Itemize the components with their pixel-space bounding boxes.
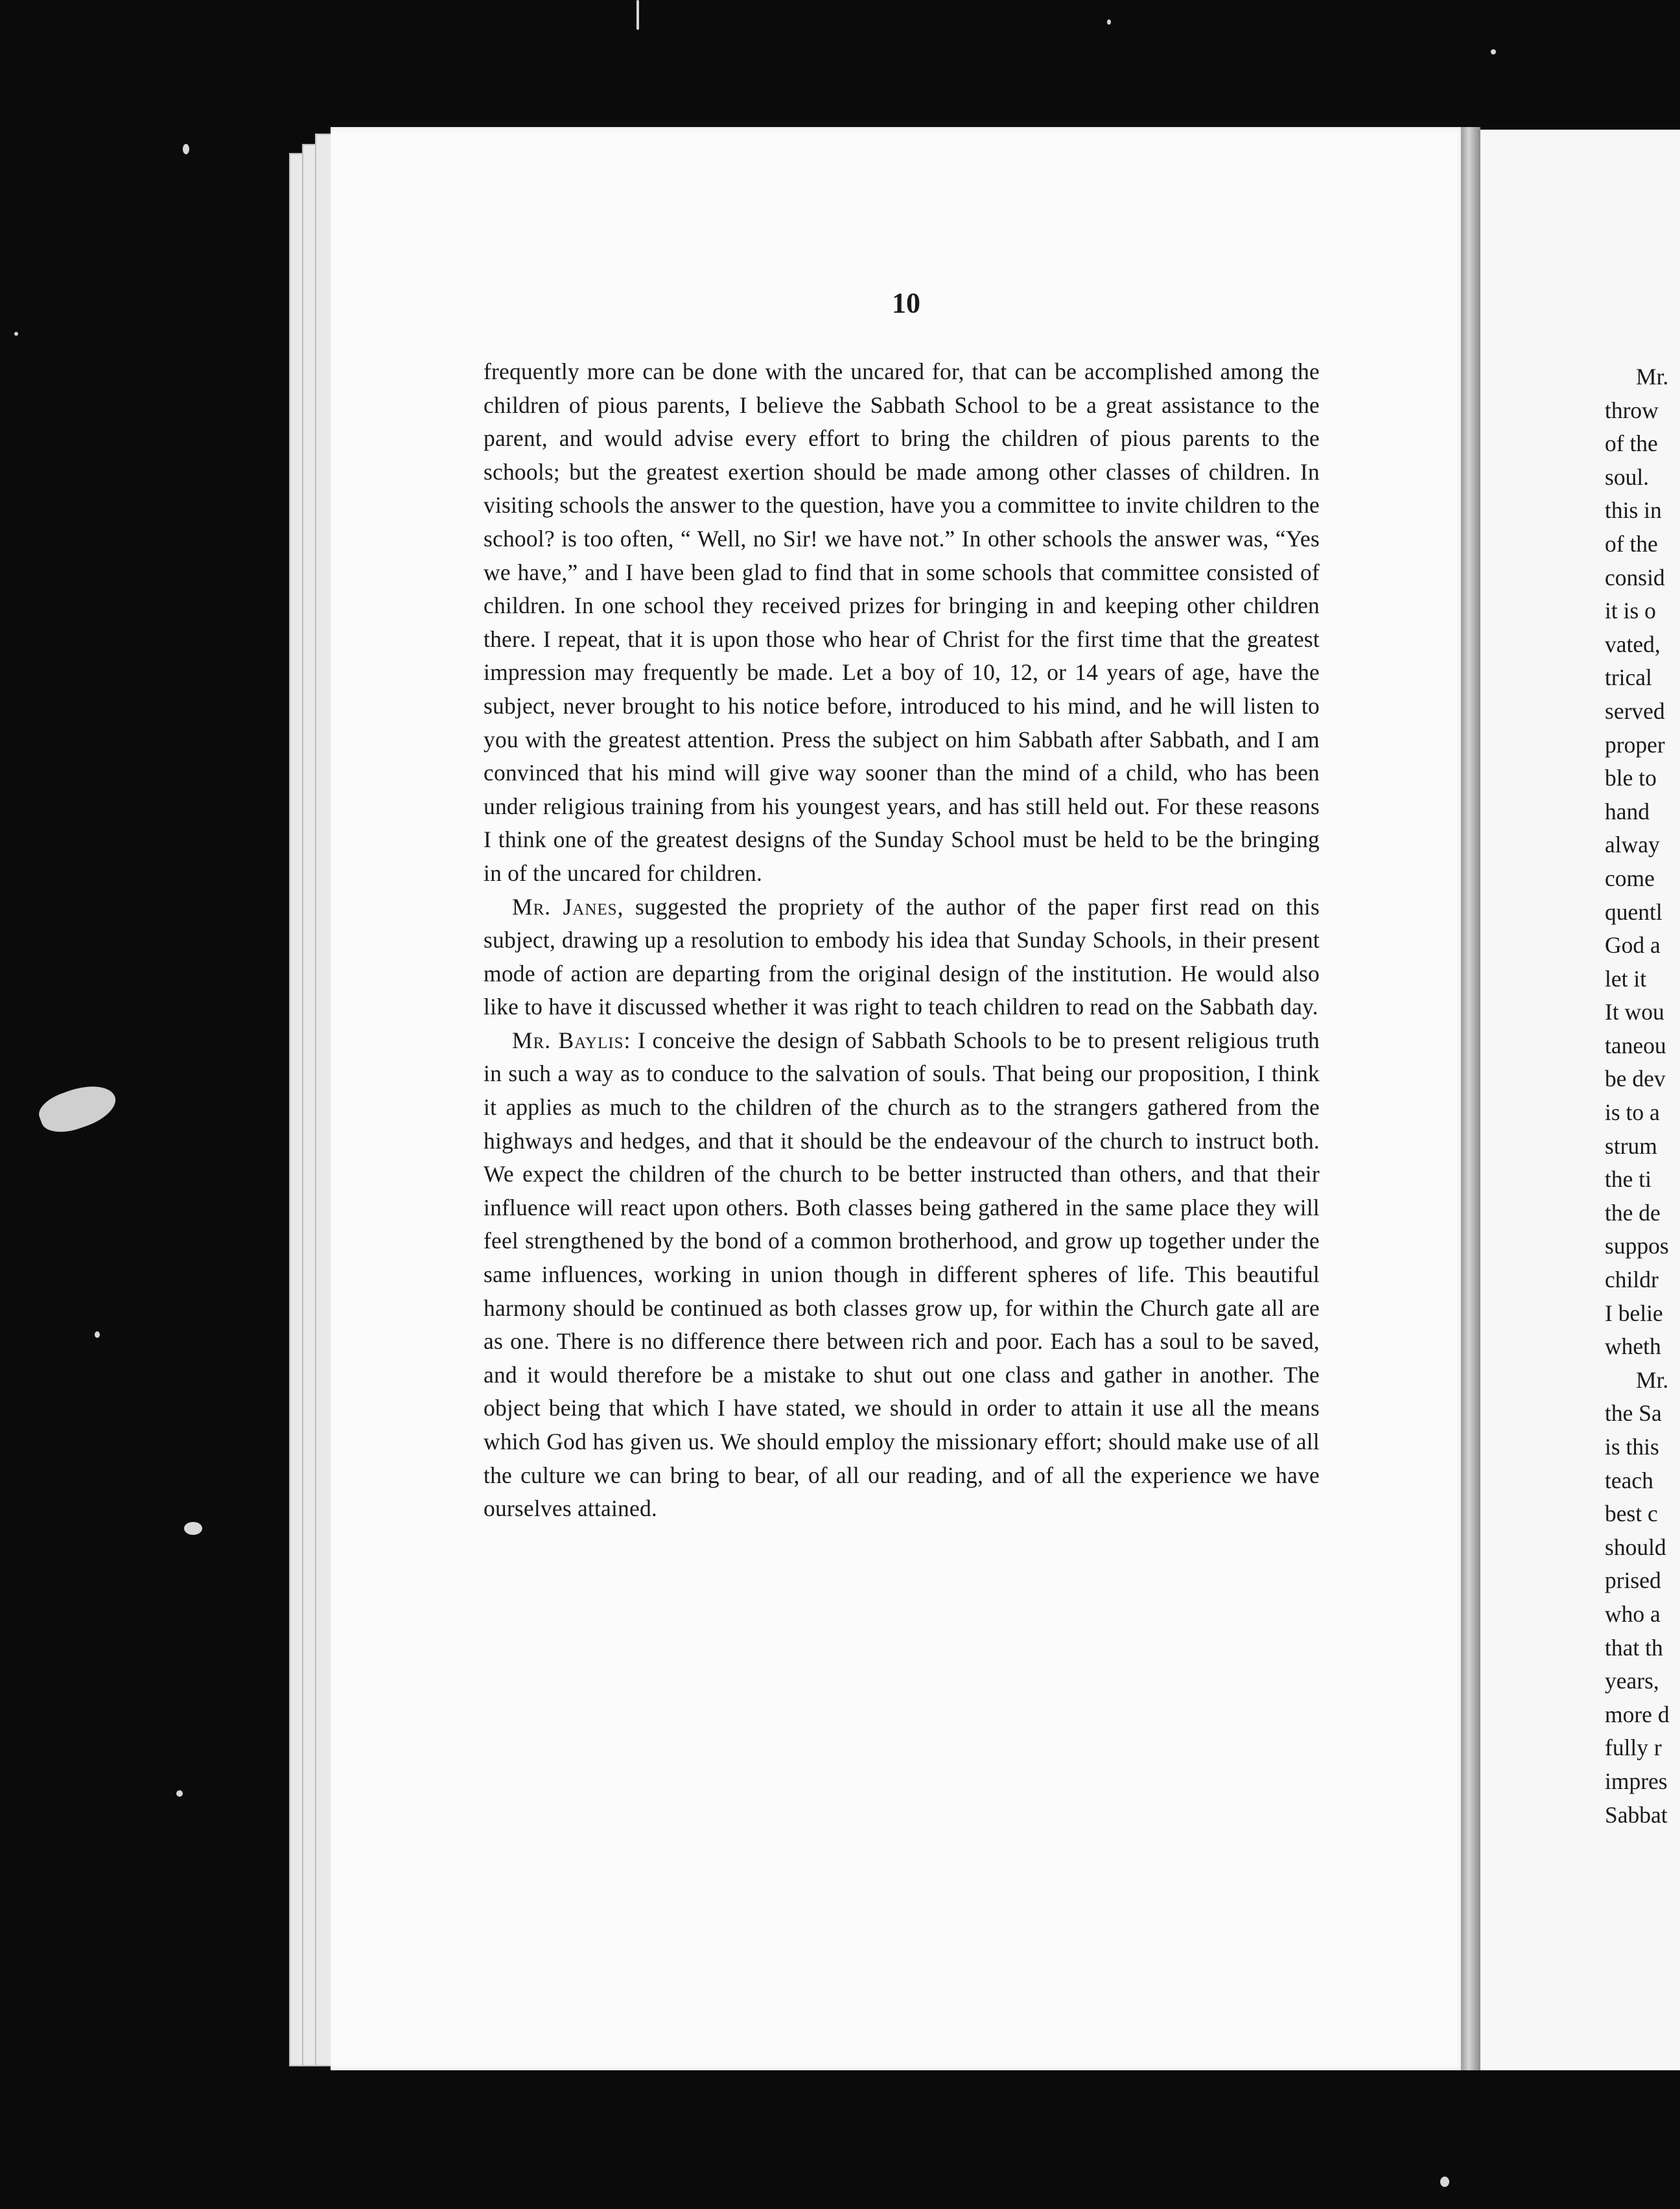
- facing-page-line: throw: [1605, 397, 1659, 423]
- facing-page-line: who a: [1605, 1600, 1661, 1627]
- facing-page-line: served: [1605, 697, 1665, 724]
- facing-page-line: it is o: [1605, 598, 1656, 624]
- paragraph-baylis: [484, 1024, 1320, 1526]
- paragraph-text: frequently more can be done with the uncared for, that can be accomplished among the children of pious parents, I believe the Sabbath School to be a great assistance to the parent, and would advise every effort to bring the children of pious parents to the schools; but the greatest exertion should be made among other classes of children. In visiting schools the answer to the question, have you a committee to invite children to the school? is too often, “ Well, no Sir! we have not.” In other schools the answer was, “Yes we have,” and I have been glad to find that in some schools that committee consisted of children. In one school they received prizes for bringing in and keeping other children there. I repeat, that it is upon those who hear of Christ for the first time that the greatest impression may frequently be made. Let a boy of 10, 12, or 14 years of age, have the subject, never brought to his notice before, introduced to his mind, and he will listen to you with the greatest attention. Press the subject on him Sabbath after Sabbath, and I am convinced that his mind will give way sooner than the mind of a child, who has been under religious training from his youngest years, and has still held out. For these reasons I think one of the greatest designs of the Sunday School must be held to be the bringing in of the uncared for children.: [484, 358, 1320, 886]
- facing-page-line: hand: [1605, 798, 1650, 824]
- facing-page-line: God a: [1605, 932, 1661, 959]
- facing-page-line: Sabbat: [1605, 1801, 1668, 1828]
- facing-page-line: let it: [1605, 965, 1647, 992]
- facing-page-line: ble to: [1605, 765, 1657, 791]
- film-speck: [636, 0, 639, 30]
- facing-page-line: Mr.: [1636, 364, 1669, 390]
- facing-page-line: that th: [1605, 1634, 1663, 1661]
- paragraph-text: suggested the propriety of the author of the paper first read on this subject, drawing up a resolution to embody his idea that Sunday Schools, in their present mode of action are departing from the original design of the institution. He would also like to have it discussed whether it was right to teach children to read on the Sabbath day.: [484, 893, 1320, 1020]
- facing-page-line: teach: [1605, 1467, 1653, 1493]
- speaker-name: Mr. Janes,: [512, 893, 624, 920]
- facing-page-line: trical: [1605, 664, 1652, 691]
- facing-page-line: Mr.: [1636, 1366, 1669, 1393]
- facing-page-line: proper: [1605, 731, 1665, 758]
- facing-page-line: soul.: [1605, 463, 1650, 490]
- facing-page-line: prised: [1605, 1567, 1661, 1594]
- page-body-text: [484, 355, 1320, 1526]
- page-number: 10: [892, 287, 920, 319]
- film-speck: [1440, 2177, 1449, 2187]
- film-speck: [183, 144, 189, 154]
- facing-page-line: fully r: [1605, 1735, 1662, 1761]
- facing-page-line: childr: [1605, 1267, 1659, 1293]
- film-speck: [95, 1331, 100, 1338]
- facing-page-line: years,: [1605, 1668, 1659, 1694]
- facing-page-line: of the: [1605, 530, 1658, 557]
- facing-page-line: best c: [1605, 1501, 1658, 1527]
- facing-page-line: I belie: [1605, 1300, 1663, 1326]
- speaker-name: Mr. Baylis:: [512, 1027, 631, 1053]
- facing-page-line: suppos: [1605, 1233, 1669, 1259]
- facing-page-line: the Sa: [1605, 1400, 1662, 1427]
- film-speck: [184, 1522, 202, 1535]
- facing-page-line: more d: [1605, 1701, 1670, 1727]
- facing-page-line: It wou: [1605, 999, 1664, 1025]
- film-speck: [34, 1077, 121, 1140]
- film-speck: [14, 332, 18, 336]
- facing-page-line: of the: [1605, 430, 1658, 457]
- facing-page-line: wheth: [1605, 1333, 1661, 1360]
- book-gutter: [1461, 127, 1480, 2070]
- facing-page-line: come: [1605, 865, 1655, 891]
- facing-page-line: be dev: [1605, 1066, 1666, 1092]
- facing-page-line: is to a: [1605, 1099, 1660, 1126]
- facing-page-line: impres: [1605, 1768, 1668, 1794]
- facing-page-line: this in: [1605, 497, 1662, 524]
- facing-page-line: strum: [1605, 1132, 1657, 1159]
- facing-page-line: should: [1605, 1534, 1666, 1560]
- facing-page-line: alway: [1605, 832, 1660, 858]
- facing-page-line: the ti: [1605, 1166, 1651, 1193]
- facing-page-line: vated,: [1605, 631, 1661, 657]
- facing-page-line: is this: [1605, 1434, 1659, 1460]
- paragraph-janes: [484, 891, 1320, 1024]
- paragraph-continuation: [484, 355, 1320, 891]
- facing-page-text: [1605, 360, 1680, 1832]
- facing-page-line: quentl: [1605, 898, 1662, 925]
- film-speck: [1107, 19, 1111, 25]
- film-speck: [1491, 49, 1496, 54]
- paragraph-text: I conceive the design of Sabbath Schools to be to present religious truth in such a way as to conduce to the salvation of souls. That being our proposition, I think it applies as much to the children of the church as to the strangers gathered from the highways and hedges, and that it should be the endeavour of the church to instruct both. We expect the children of the church to be better instructed than others, and that their influence will react upon others. Both classes being gathered in the same place they will feel strengthened by the bond of a common brotherhood, and grow up together under the same influences, working in union though in different spheres of life. This beautiful harmony should be continued as both classes grow up, for within the Church gate all are as one. There is no difference there between rich and poor. Each has a soul to be saved, and it would therefore be a mistake to shut out one class and gather in another. The object being that which I have stated, we should in order to attain it use all the means which God has given us. We should employ the missionary effort; should make use of all the culture we can bring to bear, of all our reading, and of all the experience we have ourselves attained.: [484, 1027, 1320, 1522]
- facing-page-line: consid: [1605, 564, 1665, 590]
- film-speck: [176, 1790, 183, 1797]
- facing-page-line: taneou: [1605, 1032, 1666, 1058]
- facing-page-line: the de: [1605, 1199, 1661, 1226]
